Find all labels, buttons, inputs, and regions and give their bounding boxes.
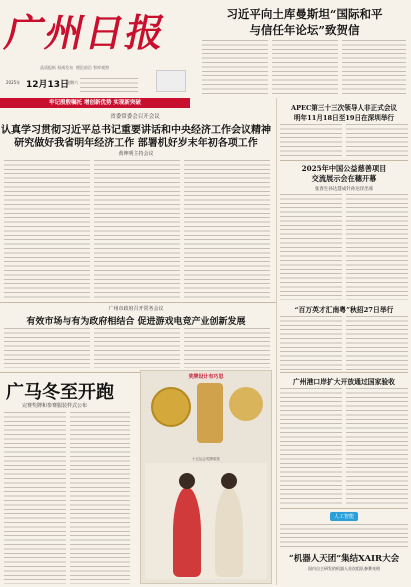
- art-text-col2: [346, 316, 408, 372]
- red-banner: 牢记殷殷嘱托 增创新优势 实现新突破: [0, 98, 190, 108]
- robot-title: “机器人天团”集结XAIR大会: [288, 554, 400, 564]
- issue-year: 2025年: [6, 80, 21, 85]
- marathon-sub: 完赛奖牌和参赛服装样式公布: [22, 403, 88, 409]
- presenter-head: [221, 473, 237, 489]
- top-story-text-col3: [342, 40, 406, 96]
- lead-text-col1: [4, 160, 90, 300]
- top-headline-line2: 与信任年论坛”致贺信: [249, 23, 360, 37]
- divider: [280, 508, 408, 509]
- divider: [280, 372, 408, 373]
- top-story-text-col2: [272, 40, 338, 96]
- divider: [280, 160, 408, 161]
- apec-title-line2: 明年11月18日至19日在深圳举行: [293, 114, 395, 122]
- port-text-col2: [346, 388, 408, 506]
- port-text-col1: [280, 388, 342, 506]
- robot-sub: 国内自主研发的机器人首次组队参赛亮相: [308, 566, 380, 571]
- masthead-slogan: 品质报纸 权威发布 理论前沿 智库观察: [40, 65, 110, 70]
- gz-text-col2: [94, 328, 180, 368]
- lead-kicker: 省委常委会召开会议: [110, 114, 160, 120]
- marathon-text-col1: [4, 412, 66, 584]
- top-headline-line1: 习近平向土库曼斯坦“国际和平: [226, 7, 383, 21]
- lead-title-line1: 认真学习贯彻习近平总书记重要讲话和中央经济工作会议精神: [1, 125, 271, 136]
- apec-title-line1: APEC第三十三次领导人非正式会议: [290, 104, 398, 112]
- charity-title-line2: 交流展示会在穗开幕: [311, 174, 377, 183]
- charity-title-line1: 2025年中国公益慈善项目: [301, 164, 387, 173]
- column-divider: [276, 98, 277, 585]
- apec-text-col1: [280, 124, 342, 158]
- top-story-text-col1: [202, 40, 268, 96]
- ceremony-photo: [145, 463, 267, 579]
- marathon-title: 广马冬至开跑: [6, 382, 114, 403]
- photo-card: [140, 370, 272, 584]
- gz-meeting-kicker: 广州市政府召开常务会议: [108, 306, 164, 312]
- art-text-col1: [280, 316, 342, 372]
- apec-text-col2: [346, 124, 408, 158]
- lead-text-col3: [184, 160, 270, 300]
- issue-weekday: 星期六: [66, 80, 78, 85]
- issue-date: 12月13日: [26, 80, 70, 90]
- medal-icon: [229, 387, 263, 421]
- masthead-title: 广州日报: [1, 10, 171, 55]
- photo-caption: 十五运会奖牌颁发: [192, 457, 220, 461]
- medal-icon: [151, 387, 191, 427]
- qr-code-icon: [156, 70, 186, 92]
- charity-text-col1: [280, 194, 342, 300]
- presenter-figure: [215, 487, 243, 577]
- medal-ribbon-icon: [197, 383, 223, 443]
- lead-text-col2: [94, 160, 180, 300]
- port-title: 广州港口岸扩大开放通过国家验收: [293, 378, 395, 386]
- athlete-head: [179, 473, 195, 489]
- divider: [0, 302, 276, 303]
- gz-meeting-title: 有效市场与有为政府相结合 促进游戏电竞产业创新发展: [26, 317, 246, 327]
- gz-text-col3: [184, 328, 270, 368]
- marathon-text-col2: [70, 412, 130, 584]
- lead-title-line2: 研究做好我省明年经济工作 部署机好岁末年初各项工作: [14, 138, 258, 149]
- gz-text-col1: [4, 328, 90, 368]
- issue-info-lines: [80, 78, 138, 92]
- lead-byline: 黄坤明主持会议: [118, 151, 154, 157]
- robot-tag: 人工智能: [330, 512, 358, 521]
- athlete-figure: [173, 487, 201, 577]
- charity-text-col2: [346, 194, 408, 300]
- photo-card-label: 奖牌设计有巧思: [188, 374, 224, 380]
- charity-sub: 张春生孙达慧成针孙达洋出席: [314, 187, 374, 192]
- art-title: “百万英才汇南粤”秋招27日举行: [294, 306, 394, 314]
- robot-text: [280, 524, 408, 550]
